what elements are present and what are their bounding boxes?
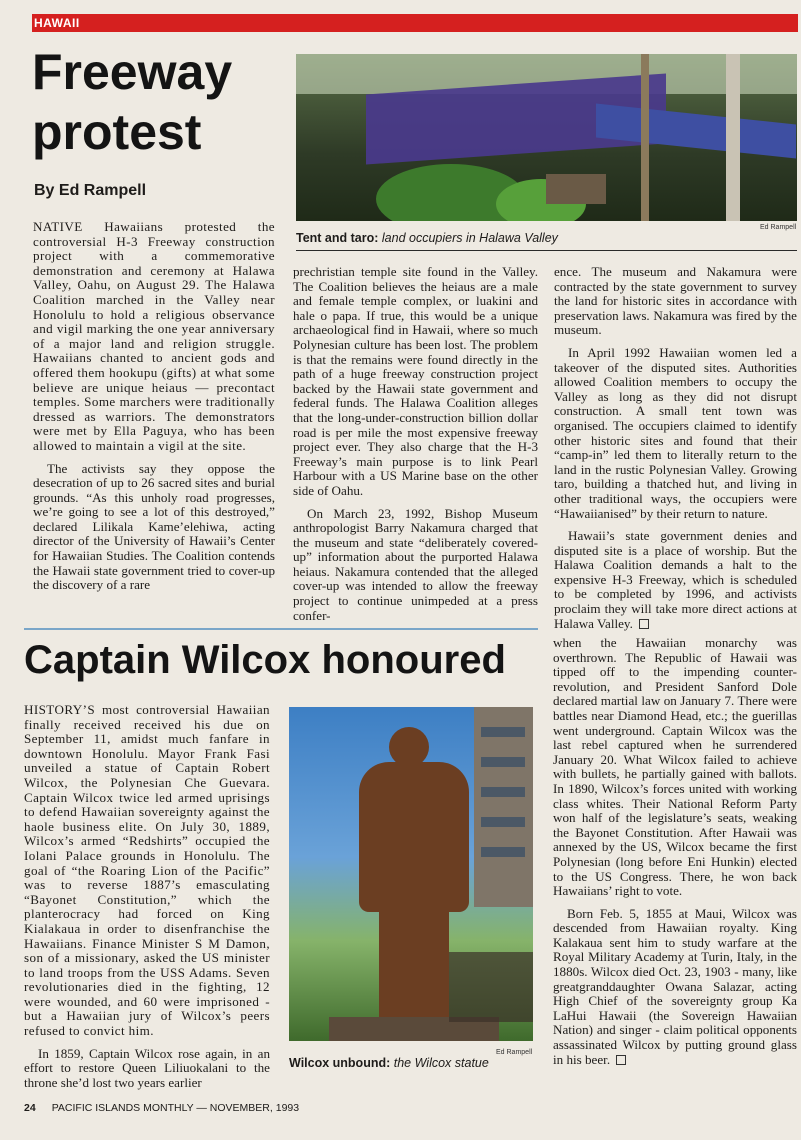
photo-caption bbox=[289, 1056, 489, 1070]
building-window bbox=[481, 847, 525, 857]
building-window bbox=[481, 727, 525, 737]
caption-italic: the Wilcox statue bbox=[393, 1056, 489, 1070]
tree-trunk bbox=[641, 54, 649, 221]
caption-bold: Tent and taro: bbox=[296, 231, 379, 245]
story1-headline: Freeway protest bbox=[32, 44, 233, 160]
section-label: HAWAII bbox=[34, 16, 80, 30]
photo-caption bbox=[296, 231, 558, 245]
statue-body bbox=[359, 762, 469, 912]
building-window bbox=[481, 757, 525, 767]
paragraph: prechristian temple site found in the Valley. The Coalition believes the heiaus are a male and female temple complex, or luakini and hale o papa. If true, this would be a unique archaeological find in Hawaii, where so much Polynesian culture has been lost. The problem is that the remains were found directly in the path of a huge freeway construction project backed by the Hawaii state government and federal funds. The Halawa Coalition alleges that the long-under-construction billion dollar road is per mile the most expensive freeway project ever. They also charge that the H-3 Freeway’s main purpose is to link Pearl Harbour with a US Marine base on the other side of Oahu. bbox=[293, 264, 538, 498]
paragraph: NATIVE Hawaiians protested the controversial H-3 Freeway construction project with a commemorative demonstration and ceremony at Halawa Valley, Oahu, on August 29. The Halawa Coalition marched in the Valley near Honolulu to hold a religious observance and vigil marking the one year anniversary of a major land and religion struggle. Hawaiians chanted to ancient gods and offered them hookupu (gifts) at what some believe are unique heiaus — precontact temples. Some marchers were traditionally dressed as warriors. The demonstrators were met by Ella Paguya, who has been allowed to maintain a vigil at the site. bbox=[33, 219, 275, 453]
paragraph-text: Born Feb. 5, 1855 at Maui, Wilcox was descended from Hawaiian royalty. King Kalakaua sent him to study warfare at the Royal Military Academy at Turin, Italy, in the 1880s. Wilcox died Oct. 23, 1903 - many, like greatgranddaughter Owana Salazar, acting High Chief of the sovereignty group Ka LaHui Hawaii (the Sovereign Hawaiian Nation) and singer - claim political opponents assassinated Wilcox by putting ground glass in his beer. bbox=[553, 905, 797, 1067]
paragraph: when the Hawaiian monarchy was overthrown. The Republic of Hawaii was tipped off to the impending counter-revolution, and President Sanford Dole declared martial law on January 7. There were battles near Diamond Head, etc.; the guerillas went underground. Captain Wilcox was the last rebel captured when he surrendered January 20. What Wilcox failed to achieve with bullets, he partially gained with ballots. In 1890, Wilcox’s forces united with working class whites. Their National Reform Party won half of the legislature’s seats, weaking the Bayonet Constitution. After Hawaii was annexed by the US, Wilcox became the first Polynesian (long before Eni Hunkin) elected to the US Congress. There, he won back Hawaiians’ right to vote. bbox=[553, 635, 797, 899]
caption-bold: Wilcox unbound: bbox=[289, 1056, 391, 1070]
page-number: 24 bbox=[24, 1102, 36, 1114]
paragraph: ence. The museum and Nakamura were contracted by the state government to survey the land for historic sites in accordance with preservation laws. Nakamura was fired by the museum. bbox=[554, 264, 797, 338]
story1-column-2 bbox=[293, 265, 538, 631]
story2-column-1 bbox=[24, 703, 270, 1098]
photo-credit: Ed Rampell bbox=[496, 1049, 533, 1056]
story1-column-3 bbox=[554, 265, 797, 639]
story-divider bbox=[24, 628, 538, 630]
paragraph: HISTORY’S most controversial Hawaiian finally received received his due on September 11, amidst much fanfare in downtown Honolulu. Mayor Frank Fasi unveiled a statue of Captain Robert Wilcox, the Polynesian Che Guevara. Captain Wilcox twice led armed uprisings to defend Hawaiian sovereignty against the haole business elite. On July 30, 1889, Wilcox’s armed “Redshirts” occupied the Iolani Palace grounds in Honolulu. The goal of “the Roaring Lion of the Pacific” was to reverse 1887’s emasculating “Bayonet Constitution,” which the planterocracy had forced on King Kialakaua in order to disenfranchise the Hawaiians. Finance Minister S M Damon, son of a missionary, asked the US minister to land troops from the USS Adams. Seven revolutionaries died in the fighting, 12 were wounded, and 60 were imprisoned - but a Hawaiian jury of Wilcox’s peers refused to convict him. bbox=[24, 702, 270, 1039]
tarp-shape bbox=[596, 103, 796, 158]
caption-italic: land occupiers in Halawa Valley bbox=[381, 231, 558, 245]
story2-headline: Captain Wilcox honoured bbox=[24, 638, 506, 682]
paragraph: In April 1992 Hawaiian women led a takeover of the disputed sites. Authorities allowed Coalition members to occupy the Valley as long as they did not disrupt construction. A small tent town was organised. The occupiers claimed to identify other historic sites and found that their “camp-in” led them to literally return to the land in the rustic Polynesian Valley. Growing taro, building a thatched hut, and living in other traditional ways, the occupiers were “Hawaiianised” by their return to nature. bbox=[554, 344, 797, 521]
paragraph: On March 23, 1992, Bishop Museum anthropologist Barry Nakamura charged that the museum and state “deliberately covered-up” information about the purported Halawa heiaus. Nakamura contended that the alleged cover-up was intended to allow the freeway project to continue unimpeded at a press confer- bbox=[293, 505, 538, 623]
building-window bbox=[481, 817, 525, 827]
building-window bbox=[481, 787, 525, 797]
tree-trunk bbox=[726, 54, 740, 221]
building bbox=[474, 707, 533, 907]
paragraph: In 1859, Captain Wilcox rose again, in an effort to restore Queen Liliuokalani to the throne she’d lost two years earlier bbox=[24, 1045, 270, 1090]
photo-credit: Ed Rampell bbox=[760, 224, 797, 231]
story2-column-2 bbox=[553, 636, 797, 1075]
tent-shadow bbox=[546, 174, 606, 204]
page-footer bbox=[24, 1102, 299, 1114]
paragraph bbox=[554, 529, 797, 631]
section-bar bbox=[32, 14, 798, 32]
publication-line: PACIFIC ISLANDS MONTHLY — NOVEMBER, 1993 bbox=[51, 1102, 300, 1114]
end-mark-icon bbox=[639, 619, 649, 629]
caption-rule bbox=[296, 250, 797, 251]
paragraph-text: Hawaii’s state government denies and disputed site is a place of worship. But the Halawa Coalition demands a halt to the expensive H-3 Freeway, which is scheduled to be completed by 1996, and activists proclaim they will take more direct actions at Halawa Valley. bbox=[554, 528, 797, 631]
paragraph: The activists say they oppose the desecration of up to 26 sacred sites and burial grounds. “As this unholy road progresses, we’re going to see a lot of this destroyed,” declared Lilikala Kame’elehiwa, acting director of the University of Hawaii’s Center for Hawaiian Studies. The Coalition contends the Hawaii state government tried to cover-up the discovery of a rare bbox=[33, 460, 275, 593]
end-mark-icon bbox=[616, 1055, 626, 1065]
statue-legs bbox=[379, 907, 449, 1017]
crowd bbox=[449, 952, 533, 1022]
story1-column-1 bbox=[33, 220, 275, 601]
paragraph bbox=[553, 907, 797, 1068]
byline: By Ed Rampell bbox=[34, 182, 147, 199]
statue-head bbox=[389, 727, 429, 767]
photo-wilcox-statue bbox=[289, 707, 533, 1041]
photo-tent-taro bbox=[296, 54, 797, 221]
